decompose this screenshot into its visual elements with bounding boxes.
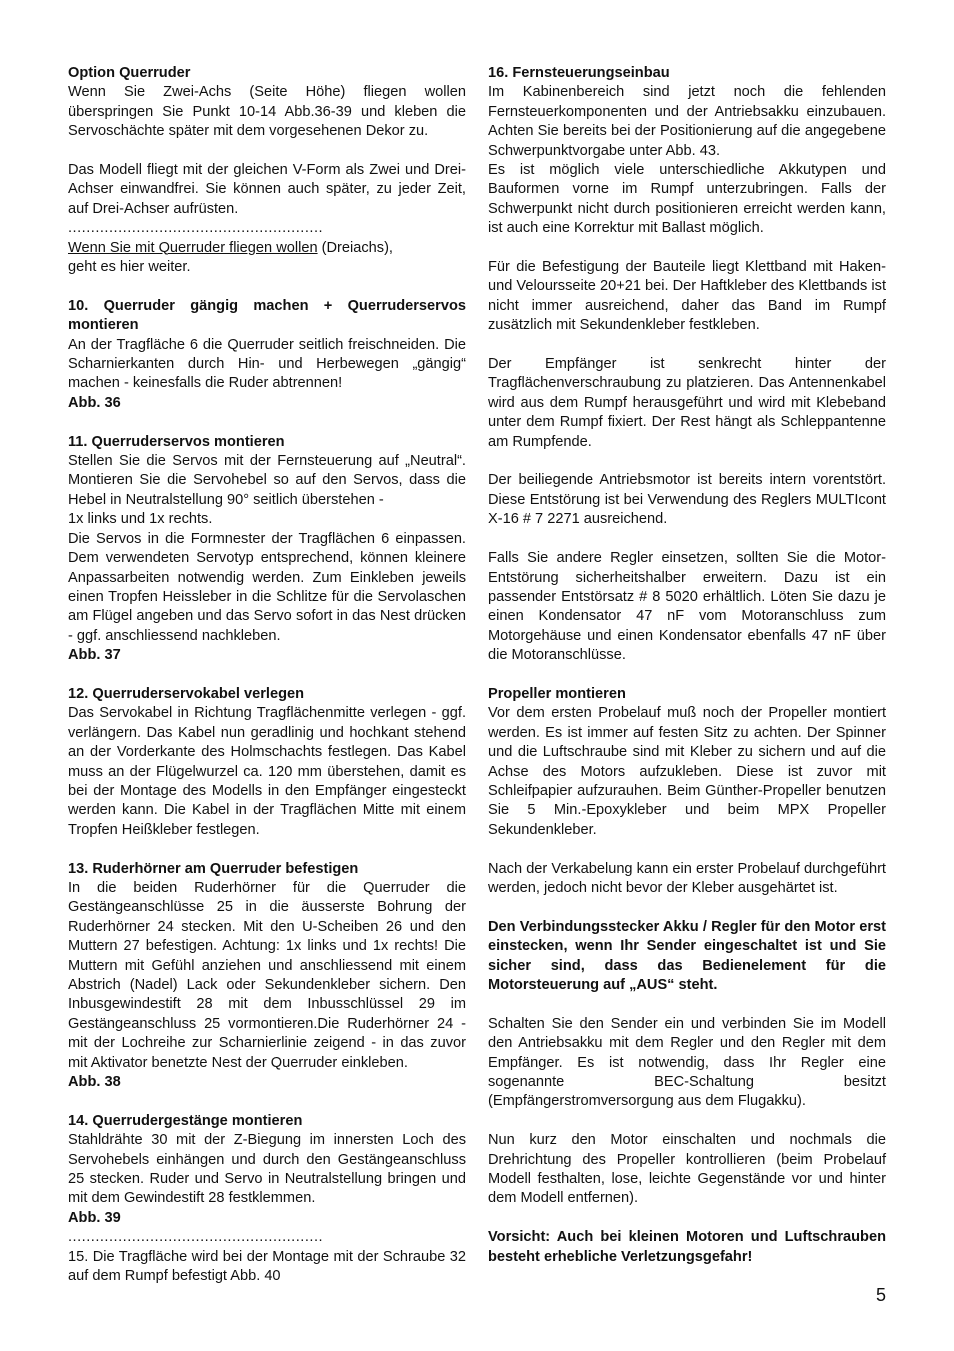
left-column <box>68 64 466 1287</box>
section-safety-warning <box>488 1228 886 1267</box>
section-option-note <box>68 161 466 277</box>
section-connect <box>488 1015 886 1112</box>
paragraph: Falls Sie andere Regler einsetzen, sollten Sie die Motor-Entstörung sicherheitshalber erweitern. Dazu ist ein passender Entstörsatz # 8 5020 erhältlich. Löten Sie dazu je einen Kondensator 47 nF vom Motoranschluss zum Motorgehäuse und einen Kondensator ebenfalls 47 nF über die Motoranschlüsse. <box>488 550 886 664</box>
paragraph: 15. Die Tragfläche wird bei der Montage mit der Schraube 32 auf dem Rumpf befestigt Abb. 40 <box>68 1248 466 1285</box>
section-16-suppression <box>488 549 886 665</box>
figure-reference: Abb. 38 <box>68 1074 121 1091</box>
figure-reference: Abb. 37 <box>68 647 121 664</box>
section-14 <box>68 1112 466 1287</box>
section-16 <box>488 64 886 239</box>
figure-reference: Abb. 36 <box>68 394 121 411</box>
dotted-separator: ........................................................ <box>68 220 324 237</box>
paragraph: In die beiden Ruderhörner für die Querruder die Gestängeanschlüsse 25 in die äusserste Bohrung der Ruderhörner 24 stecken. Mit den U-Scheiben 26 und den Muttern 27 befestigen. Achtung: 1x links und 1x rechts! Die Muttern mit Gefühl anziehen und anschliessend mit einem Abstrich (Nadel) Lack oder Sekundenkleber sichern. Den Inbusgewindestift 28 mit dem Inbusschlüssel 29 im Gestängeanschluss 25 vormontieren.Die Ruderhörner 24 - mit der Lochreihe zur Scharnierlinie zeigend - in das zuvor mit Aktivator benetzte Nest der Querruder einkleben. <box>68 879 466 1071</box>
bold-paragraph: Den Verbindungsstecker Akku / Regler für den Motor erst einstecken, wenn Ihr Sender eingeschaltet ist und Sie sicher sind, dass das Bedienelement für die Motorsteuerung auf „AUS“ steht. <box>488 918 886 993</box>
paragraph <box>68 239 466 258</box>
paragraph: 1x links und 1x rechts. <box>68 511 213 528</box>
section-16-velcro <box>488 258 886 336</box>
section-heading: 14. Querrudergestänge montieren <box>68 1112 303 1129</box>
paragraph: Die Servos in die Formnester der Tragflächen 6 einpassen. Dem verwendeten Servotyp entsprechend, können kleinere Anpassarbeiten notwendig werden. Zum Einkleben jeweils einen Tropfen Heissleber in die Schlitze für die Servolaschen am Flügel angeben und das Servo sofort in das Nest drücken - ggf. anschliessend nachkleben. <box>68 530 466 644</box>
paragraph: An der Tragfläche 6 die Querruder seitlich freischneiden. Die Scharnierkanten durch Hin- und Herbewegen „gängig“ machen - keinesfalls die Ruder abtrennen! <box>68 336 466 392</box>
section-propeller <box>488 685 886 840</box>
section-probelauf <box>488 860 886 899</box>
paragraph: Es ist möglich viele unterschiedliche Akkutypen und Bauformen vorne im Rumpf unterzubringen. Falls der Schwerpunkt nicht durch positionieren erreicht werden kann, ist auch eine Korrektur mit Ballast möglich. <box>488 162 886 237</box>
paragraph: Nun kurz den Motor einschalten und nochmals die Drehrichtung des Propeller kontrollieren (beim Probelauf Modell festhalten, lose, leichte Gegenstände vor und hinter dem Modell entfernen). <box>488 1132 886 1207</box>
section-heading: 13. Ruderhörner am Querruder befestigen <box>68 860 359 877</box>
paragraph: Nach der Verkabelung kann ein erster Probelauf durchgeführt werden, jedoch nicht bevor der Kleber ausgehärtet ist. <box>488 860 886 896</box>
section-12 <box>68 685 466 840</box>
paragraph: Stahldrähte 30 mit der Z-Biegung im innersten Loch des Servohebels einhängen und durch den Gestängeanschluss 25 stecken. Ruder und Servo in Neutralstellung bringen und mit dem Gewindestift 28 festklemmen. <box>68 1132 466 1207</box>
section-connector-warning <box>488 918 886 996</box>
section-heading: 11. Querruderservos montieren <box>68 433 285 450</box>
paragraph: Wenn Sie Zwei-Achs (Seite Höhe) fliegen wollen überspringen Sie Punkt 10-14 Abb.36-39 und kleben die Servoschächte später mit dem vorgesehenen Dekor zu. <box>68 84 466 140</box>
section-13 <box>68 860 466 1093</box>
paragraph: Schalten Sie den Sender ein und verbinden Sie im Modell den Antriebsakku mit dem Regler und den Regler mit dem Empfänger. Es ist notwendig, dass Ihr Regler eine sogenannte BEC-Schaltung besitzt (Empfängerstromversorgung aus dem Flugakku). <box>488 1015 886 1110</box>
section-10 <box>68 297 466 413</box>
section-11 <box>68 433 466 666</box>
paragraph: Vor dem ersten Probelauf muß noch der Propeller montiert werden. Es ist immer auf festen Sitz zu achten. Der Spinner und die Luftschraube sind mit Kleber zu sichern und auf die Achse des Motors aufzukleben. Diese ist zuvor mit Schleifpapier aufzurauhen. Beim Günther-Propeller benutzen Sie 5 Min.-Epoxykleber und beim MPX Propeller Sekundenkleber. <box>488 705 886 838</box>
section-direction-check <box>488 1131 886 1209</box>
section-heading: Propeller montieren <box>488 685 626 702</box>
paragraph: geht es hier weiter. <box>68 259 191 276</box>
paragraph: Der Empfänger ist senkrecht hinter der Tragflächenverschraubung zu platzieren. Das Antennenkabel wird aus dem Rumpf herausgeführt und wird mit Klebeband unter dem Rumpf fixiert. Der Rest hängt als Schleppantenne am Rumpfende. <box>488 356 886 450</box>
dotted-separator: ........................................................ <box>68 1229 324 1246</box>
section-option-querruder <box>68 64 466 142</box>
underlined-text: Wenn Sie mit Querruder fliegen wollen <box>68 239 318 256</box>
section-heading: Option Querruder <box>68 65 191 81</box>
paragraph: Das Servokabel in Richtung Tragflächenmitte verlegen - ggf. verlängern. Das Kabel nun geradlinig und hochkant stehend an der Vorderkante des Holmschachts festlegen. Das Kabel muss an der Flügelwurzel ca. 120 mm überstehen, damit es bei der Montage des Modells in den Empfänger eingesteckt werden kann. Die Kabel in der Tragflächen Mitte mit einem Tropfen Heißkleber festlegen. <box>68 705 466 838</box>
paragraph: Stellen Sie die Servos mit der Fernsteuerung auf „Neutral“. Montieren Sie die Servohebel so auf den Servos, dass die Hebel in Neutralstellung 90° seitlich überstehen - <box>68 453 466 508</box>
section-heading: 16. Fernsteuerungseinbau <box>488 65 670 81</box>
section-16-receiver <box>488 355 886 452</box>
section-heading: 12. Querruderservokabel verlegen <box>68 685 305 702</box>
paragraph: Für die Befestigung der Bauteile liegt Klettband mit Haken- und Veloursseite 20+21 bei. Der Haftkleber des Klettbands ist nicht immer ausreichend, daher das Band im Rumpf zusätzlich mit Sekundenkleber festkleben. <box>488 259 886 334</box>
right-column <box>488 64 886 1267</box>
figure-reference: Abb. 39 <box>68 1209 121 1226</box>
paragraph: Im Kabinenbereich sind jetzt noch die fehlenden Fernsteuerkomponenten und der Antriebsakku einzubauen. Achten Sie bereits bei der Positionierung auf die angegebene Schwerpunktvorgabe unter Abb. 43. <box>488 84 886 159</box>
paragraph: Der beiliegende Antriebsmotor ist bereits intern vorentstört. Diese Entstörung ist bei Verwendung des Reglers MULTIcont X-16 # 7 2271 ausreichend. <box>488 472 886 528</box>
section-heading: 10. Querruder gängig machen + Querruderservos montieren <box>68 297 466 334</box>
paragraph: Das Modell fliegt mit der gleichen V-Form als Zwei und Drei-Achser einwandfrei. Sie können auch später, zu jeder Zeit, auf Drei-Achser aufrüsten. <box>68 162 466 217</box>
warning-text: Vorsicht: Auch bei kleinen Motoren und Luftschrauben besteht erhebliche Verletzungsgefahr! <box>488 1229 886 1265</box>
section-16-motor <box>488 471 886 529</box>
page-number: 5 <box>875 1285 886 1305</box>
text: (Dreiachs), <box>317 239 393 256</box>
